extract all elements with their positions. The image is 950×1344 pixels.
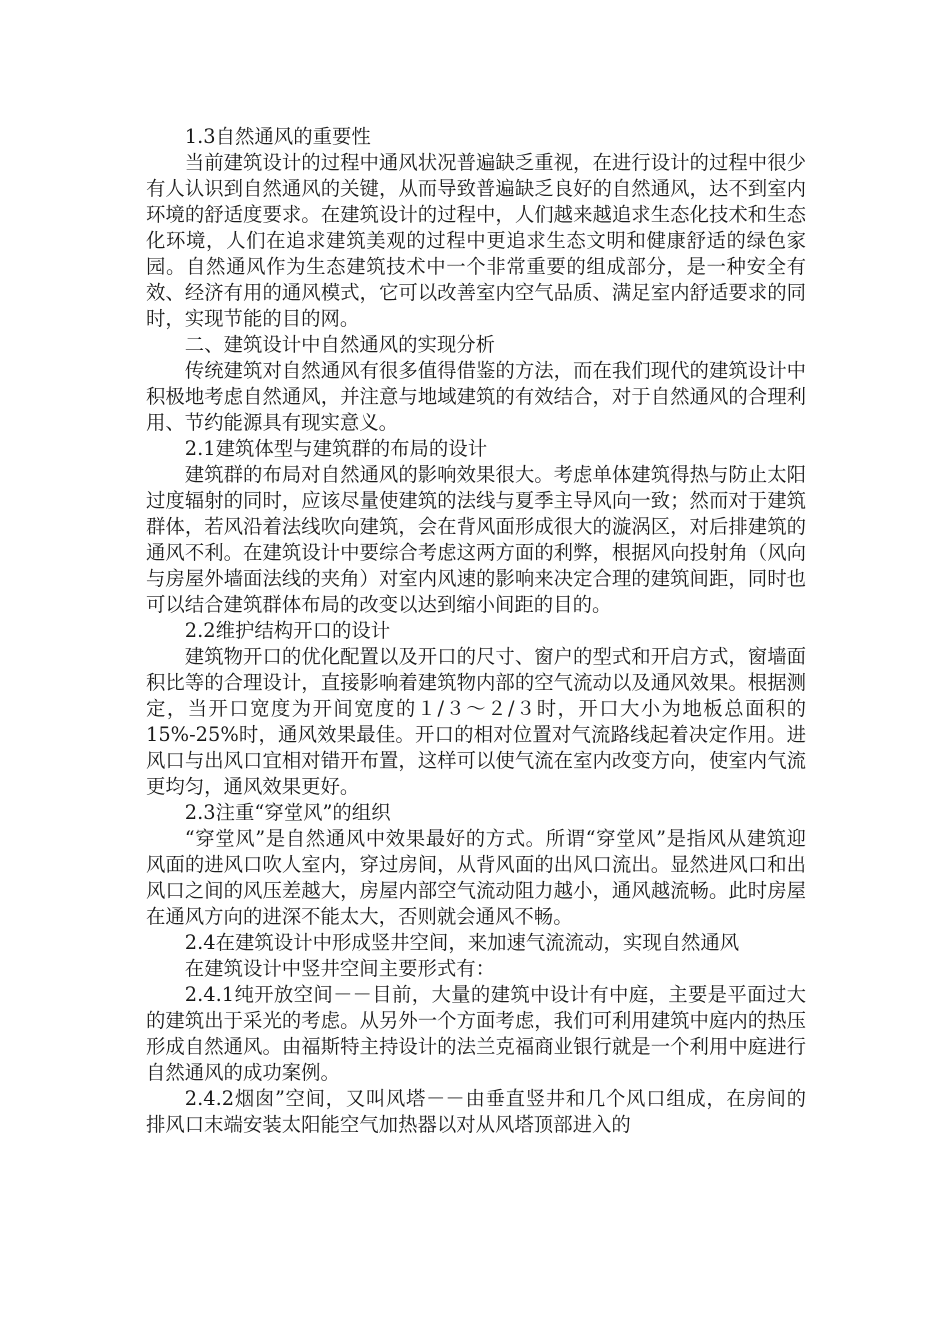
- paragraph-openings: 建筑物开口的优化配置以及开口的尺寸、窗户的型式和开启方式，窗墙面积比等的合理设计，直接影响着建筑物内部的空气流动以及通风效果。根据测定，当开口宽度为开间宽度的１/３～２/３时，开口大小为地板总面积的15%-25%时，通风效果最佳。开口的相对位置对气流路线起着决定作用。进风口与出风口宜相对错开布置，这样可以使气流在室内改变方向，使室内气流更均匀，通风效果更好。: [146, 645, 806, 798]
- section-heading-2-4: 2.4在建筑设计中形成竖井空间，来加速气流流动，实现自然通风: [184, 931, 740, 954]
- paragraph-open-space: 2.4.1纯开放空间－－目前，大量的建筑中设计有中庭，主要是平面过大的建筑出于采光的考虑。从另外一个方面考虑，我们可利用建筑中庭内的热压形成自然通风。由福斯特主持设计的法兰克福商业银行就是一个利用中庭进行自然通风的成功案例。: [146, 983, 806, 1084]
- section-heading-2-1: 2.1建筑体型与建筑群的布局的设计: [184, 437, 488, 460]
- section-heading-1-3: 1.3自然通风的重要性: [184, 125, 371, 148]
- paragraph-chimney: 2.4.2烟囱”空间，又叫风塔－－由垂直竖井和几个风口组成，在房间的排风口末端安装太阳能空气加热器以对从风塔顶部进入的: [146, 1087, 806, 1136]
- paragraph-layout: 建筑群的布局对自然通风的影响效果很大。考虑单体建筑得热与防止太阳过度辐射的同时，应该尽量使建筑的法线与夏季主导风向一致；然而对于建筑群体，若风沿着法线吹向建筑，会在背风面形成很大的漩涡区，对后排建筑的通风不利。在建筑设计中要综合考虑这两方面的利弊，根据风向投射角（风向与房屋外墙面法线的夹角）对室内风速的影响来决定合理的建筑间距，同时也可以结合建筑群体布局的改变以达到缩小间距的目的。: [146, 463, 806, 616]
- section-heading-2-2: 2.2维护结构开口的设计: [184, 619, 391, 642]
- section-heading-2-3: 2.3注重“穿堂风”的组织: [184, 801, 391, 824]
- document-body: [146, 124, 806, 1138]
- paragraph-importance: 当前建筑设计的过程中通风状况普遍缺乏重视，在进行设计的过程中很少有人认识到自然通风的关键，从而导致普遍缺乏良好的自然通风，达不到室内环境的舒适度要求。在建筑设计的过程中，人们越来越追求生态化技术和生态化环境，人们在追求建筑美观的过程中更追求生态文明和健康舒适的绿色家园。自然通风作为生态建筑技术中一个非常重要的组成部分，是一种安全有效、经济有用的通风模式，它可以改善室内空气品质、满足室内舒适要求的同时，实现节能的目的网。: [146, 151, 806, 330]
- paragraph-cross-ventilation: “穿堂风”是自然通风中效果最好的方式。所谓“穿堂风”是指风从建筑迎风面的进风口吹人室内，穿过房间，从背风面的出风口流出。显然进风口和出风口之间的风压差越大，房屋内部空气流动阻力越小，通风越流畅。此时房屋在通风方向的进深不能太大，否则就会通风不畅。: [146, 827, 806, 928]
- paragraph-traditional: 传统建筑对自然通风有很多值得借鉴的方法，而在我们现代的建筑设计中积极地考虑自然通风，并注意与地域建筑的有效结合，对于自然通风的合理利用、节约能源具有现实意义。: [146, 359, 806, 434]
- section-heading-2: 二、建筑设计中自然通风的实现分析: [184, 333, 496, 356]
- paragraph-shaft-intro: 在建筑设计中竖井空间主要形式有：: [184, 957, 496, 980]
